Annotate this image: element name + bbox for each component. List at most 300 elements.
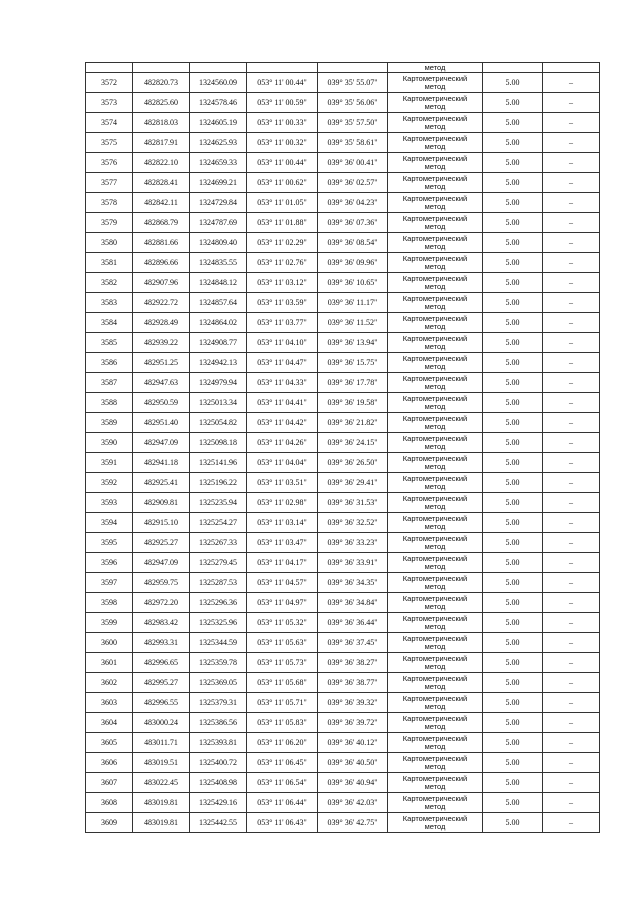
cell-x-coordinate: 482881.66 [133,233,190,253]
cell-point-number: 3605 [86,733,133,753]
method-line-2: метод [424,221,446,231]
cell-longitude: 039° 35' 57.50" [318,113,388,133]
cell-method [388,373,483,393]
cell-method [388,713,483,733]
table-row-continuation [86,63,600,73]
cell-dash: – [543,113,600,133]
cell-accuracy: 5.00 [483,773,543,793]
method-line-2: метод [424,341,446,351]
cell-x-coordinate: 482993.31 [133,633,190,653]
cell-point-number: 3591 [86,453,133,473]
table-row [86,713,600,733]
table-row [86,773,600,793]
cell-y-coordinate: 1324908.77 [190,333,247,353]
cell-method [388,693,483,713]
cell-accuracy: 5.00 [483,733,543,753]
cell-method [388,193,483,213]
cell-empty [543,63,600,73]
cell-method [388,353,483,373]
cell-method [388,233,483,253]
cell-latitude: 053° 11' 00.33" [247,113,318,133]
table-row [86,173,600,193]
method-line-2: метод [424,761,446,771]
cell-y-coordinate: 1325235.94 [190,493,247,513]
cell-latitude: 053° 11' 03.12" [247,273,318,293]
cell-dash: – [543,813,600,833]
method-line-2: метод [424,381,446,391]
method-line-2: метод [424,361,446,371]
method-line-1: Картометрический [402,733,468,743]
cell-accuracy: 5.00 [483,253,543,273]
method-line-1: Картометрический [402,73,468,83]
cell-longitude: 039° 36' 42.03" [318,793,388,813]
cell-longitude: 039° 36' 02.57" [318,173,388,193]
table-row [86,813,600,833]
method-line-1: Картометрический [402,173,468,183]
cell-accuracy: 5.00 [483,133,543,153]
cell-latitude: 053° 11' 03.51" [247,473,318,493]
cell-method [388,333,483,353]
cell-point-number: 3587 [86,373,133,393]
cell-latitude: 053° 11' 04.26" [247,433,318,453]
cell-latitude: 053° 11' 04.33" [247,373,318,393]
method-line-1: Картометрический [402,533,468,543]
cell-y-coordinate: 1324578.46 [190,93,247,113]
method-line-1: Картометрический [402,613,468,623]
method-line-2: метод [424,681,446,691]
cell-longitude: 039° 35' 56.06" [318,93,388,113]
table-row [86,213,600,233]
cell-accuracy: 5.00 [483,373,543,393]
cell-x-coordinate: 482925.41 [133,473,190,493]
cell-latitude: 053° 11' 04.57" [247,573,318,593]
cell-accuracy: 5.00 [483,173,543,193]
method-line-1: Картометрический [402,373,468,383]
cell-latitude: 053° 11' 00.62" [247,173,318,193]
cell-latitude: 053° 11' 02.98" [247,493,318,513]
cell-method [388,253,483,273]
cell-dash: – [543,633,600,653]
cell-method [388,633,483,653]
table-row [86,533,600,553]
cell-dash: – [543,533,600,553]
cell-y-coordinate: 1325408.98 [190,773,247,793]
cell-x-coordinate: 482842.11 [133,193,190,213]
cell-y-coordinate: 1324729.84 [190,193,247,213]
cell-longitude: 039° 36' 11.52" [318,313,388,333]
cell-latitude: 053° 11' 02.29" [247,233,318,253]
table-row [86,153,600,173]
cell-longitude: 039° 36' 40.94" [318,773,388,793]
cell-y-coordinate: 1325359.78 [190,653,247,673]
cell-accuracy: 5.00 [483,593,543,613]
table-row [86,553,600,573]
cell-dash: – [543,553,600,573]
cell-dash: – [543,793,600,813]
cell-x-coordinate: 482983.42 [133,613,190,633]
method-line-1: Картометрический [402,513,468,523]
cell-longitude: 039° 36' 24.15" [318,433,388,453]
cell-longitude: 039° 36' 37.45" [318,633,388,653]
cell-method [388,813,483,833]
cell-longitude: 039° 36' 40.50" [318,753,388,773]
table-row [86,613,600,633]
table-body [86,63,600,833]
cell-y-coordinate: 1325267.33 [190,533,247,553]
cell-empty [247,63,318,73]
method-line-1: Картометрический [402,713,468,723]
method-line-2: метод [424,181,446,191]
cell-latitude: 053° 11' 04.17" [247,553,318,573]
cell-x-coordinate: 483022.45 [133,773,190,793]
cell-x-coordinate: 482996.65 [133,653,190,673]
cell-point-number: 3594 [86,513,133,533]
method-line-2: метод [424,581,446,591]
cell-x-coordinate: 482820.73 [133,73,190,93]
method-line-2: метод [424,421,446,431]
cell-method [388,433,483,453]
method-line-1: Картометрический [402,93,468,103]
cell-accuracy: 5.00 [483,393,543,413]
cell-longitude: 039° 36' 29.41" [318,473,388,493]
method-line-2: метод [424,641,446,651]
cell-accuracy: 5.00 [483,693,543,713]
cell-x-coordinate: 482950.59 [133,393,190,413]
method-line-1: Картометрический [402,773,468,783]
table-row [86,413,600,433]
cell-latitude: 053° 11' 04.41" [247,393,318,413]
cell-point-number: 3579 [86,213,133,233]
cell-accuracy: 5.00 [483,93,543,113]
cell-point-number: 3582 [86,273,133,293]
cell-latitude: 053° 11' 01.88" [247,213,318,233]
method-line-1: Картометрический [402,233,468,243]
cell-latitude: 053° 11' 04.10" [247,333,318,353]
method-line-2: метод [424,161,446,171]
cell-point-number: 3599 [86,613,133,633]
cell-dash: – [543,373,600,393]
cell-accuracy: 5.00 [483,653,543,673]
table-row [86,753,600,773]
cell-latitude: 053° 11' 04.97" [247,593,318,613]
cell-latitude: 053° 11' 04.47" [247,353,318,373]
cell-point-number: 3590 [86,433,133,453]
cell-empty [318,63,388,73]
cell-x-coordinate: 482928.49 [133,313,190,333]
cell-dash: – [543,653,600,673]
cell-point-number: 3596 [86,553,133,573]
method-line-2: метод [424,62,446,72]
method-line-1: Картометрический [402,653,468,663]
cell-point-number: 3585 [86,333,133,353]
method-line-2: метод [424,321,446,331]
cell-accuracy: 5.00 [483,433,543,453]
method-line-1: Картометрический [402,353,468,363]
cell-point-number: 3581 [86,253,133,273]
method-line-2: метод [424,141,446,151]
cell-dash: – [543,73,600,93]
cell-longitude: 039° 36' 36.44" [318,613,388,633]
cell-y-coordinate: 1324864.02 [190,313,247,333]
table-row [86,73,600,93]
cell-y-coordinate: 1324835.55 [190,253,247,273]
cell-x-coordinate: 482947.63 [133,373,190,393]
method-line-2: метод [424,121,446,131]
method-line-1: Картометрический [402,113,468,123]
cell-longitude: 039° 36' 08.54" [318,233,388,253]
cell-longitude: 039° 36' 32.52" [318,513,388,533]
cell-empty [190,63,247,73]
cell-x-coordinate: 482925.27 [133,533,190,553]
cell-longitude: 039° 36' 19.58" [318,393,388,413]
cell-accuracy: 5.00 [483,153,543,173]
method-line-2: метод [424,741,446,751]
cell-point-number: 3597 [86,573,133,593]
method-line-1: Картометрический [402,193,468,203]
cell-accuracy: 5.00 [483,213,543,233]
method-line-2: метод [424,621,446,631]
cell-dash: – [543,473,600,493]
cell-y-coordinate: 1325054.82 [190,413,247,433]
cell-y-coordinate: 1324659.33 [190,153,247,173]
table-row [86,373,600,393]
cell-method [388,673,483,693]
cell-latitude: 053° 11' 05.71" [247,693,318,713]
cell-method [388,173,483,193]
cell-x-coordinate: 482896.66 [133,253,190,273]
cell-x-coordinate: 482915.10 [133,513,190,533]
cell-dash: – [543,213,600,233]
cell-dash: – [543,673,600,693]
cell-latitude: 053° 11' 06.45" [247,753,318,773]
table-row [86,193,600,213]
cell-point-number: 3580 [86,233,133,253]
method-line-2: метод [424,241,446,251]
cell-x-coordinate: 482822.10 [133,153,190,173]
table-row [86,273,600,293]
method-line-2: метод [424,501,446,511]
method-line-1: Картометрический [402,333,468,343]
cell-y-coordinate: 1324560.09 [190,73,247,93]
method-line-1: Картометрический [402,473,468,483]
cell-longitude: 039° 36' 11.17" [318,293,388,313]
cell-longitude: 039° 36' 21.82" [318,413,388,433]
cell-method [388,613,483,633]
cell-accuracy: 5.00 [483,573,543,593]
method-line-2: метод [424,781,446,791]
cell-point-number: 3573 [86,93,133,113]
method-line-1: Картометрический [402,153,468,163]
cell-y-coordinate: 1324699.21 [190,173,247,193]
method-line-1: Картометрический [402,393,468,403]
cell-latitude: 053° 11' 00.32" [247,133,318,153]
cell-latitude: 053° 11' 03.14" [247,513,318,533]
cell-accuracy: 5.00 [483,113,543,133]
cell-method [388,793,483,813]
cell-method [388,493,483,513]
coordinates-table [85,62,600,833]
method-line-2: метод [424,401,446,411]
cell-point-number: 3576 [86,153,133,173]
cell-accuracy: 5.00 [483,753,543,773]
table-row [86,353,600,373]
table-row [86,293,600,313]
cell-dash: – [543,133,600,153]
cell-dash: – [543,453,600,473]
table-row [86,493,600,513]
cell-x-coordinate: 482941.18 [133,453,190,473]
method-line-1: Картометрический [402,213,468,223]
cell-accuracy: 5.00 [483,513,543,533]
cell-latitude: 053° 11' 04.42" [247,413,318,433]
method-line-2: метод [424,701,446,711]
cell-point-number: 3589 [86,413,133,433]
cell-latitude: 053° 11' 00.44" [247,73,318,93]
method-line-1: Картометрический [402,673,468,683]
cell-method [388,213,483,233]
cell-point-number: 3572 [86,73,133,93]
cell-point-number: 3588 [86,393,133,413]
cell-longitude: 039° 36' 15.75" [318,353,388,373]
cell-latitude: 053° 11' 04.04" [247,453,318,473]
cell-method [388,473,483,493]
cell-x-coordinate: 482972.20 [133,593,190,613]
cell-method [388,553,483,573]
cell-y-coordinate: 1325296.36 [190,593,247,613]
cell-method [388,313,483,333]
cell-y-coordinate: 1324787.69 [190,213,247,233]
cell-point-number: 3577 [86,173,133,193]
table-row [86,233,600,253]
table-row [86,473,600,493]
method-line-2: метод [424,541,446,551]
cell-accuracy: 5.00 [483,473,543,493]
cell-accuracy: 5.00 [483,493,543,513]
table-row [86,593,600,613]
cell-longitude: 039° 36' 38.27" [318,653,388,673]
cell-x-coordinate: 482959.75 [133,573,190,593]
cell-accuracy: 5.00 [483,313,543,333]
cell-point-number: 3586 [86,353,133,373]
cell-y-coordinate: 1325254.27 [190,513,247,533]
cell-dash: – [543,353,600,373]
cell-accuracy: 5.00 [483,453,543,473]
method-line-2: метод [424,521,446,531]
method-line-2: метод [424,481,446,491]
cell-y-coordinate: 1325393.81 [190,733,247,753]
table-row [86,453,600,473]
method-line-1: Картометрический [402,493,468,503]
cell-dash: – [543,253,600,273]
cell-point-number: 3595 [86,533,133,553]
cell-method [388,533,483,553]
cell-x-coordinate: 483011.71 [133,733,190,753]
cell-x-coordinate: 482947.09 [133,553,190,573]
cell-dash: – [543,273,600,293]
cell-method [388,153,483,173]
method-line-2: метод [424,661,446,671]
cell-point-number: 3592 [86,473,133,493]
cell-x-coordinate: 482828.41 [133,173,190,193]
table-row [86,253,600,273]
cell-longitude: 039° 36' 07.36" [318,213,388,233]
cell-latitude: 053° 11' 05.68" [247,673,318,693]
cell-empty [483,63,543,73]
cell-method [388,73,483,93]
cell-method [388,133,483,153]
cell-dash: – [543,233,600,253]
cell-latitude: 053° 11' 06.54" [247,773,318,793]
cell-y-coordinate: 1325325.96 [190,613,247,633]
cell-method [388,773,483,793]
cell-latitude: 053° 11' 03.77" [247,313,318,333]
method-line-2: метод [424,201,446,211]
table-row [86,573,600,593]
cell-x-coordinate: 483000.24 [133,713,190,733]
cell-latitude: 053° 11' 06.20" [247,733,318,753]
cell-y-coordinate: 1324625.93 [190,133,247,153]
cell-latitude: 053° 11' 05.83" [247,713,318,733]
cell-point-number: 3575 [86,133,133,153]
cell-longitude: 039° 36' 04.23" [318,193,388,213]
method-line-1: Картометрический [402,813,468,823]
table-row [86,693,600,713]
cell-dash: – [543,493,600,513]
cell-dash: – [543,593,600,613]
cell-dash: – [543,573,600,593]
cell-x-coordinate: 482995.27 [133,673,190,693]
method-line-1: Картометрический [402,273,468,283]
cell-empty [133,63,190,73]
table-row [86,513,600,533]
cell-x-coordinate: 482817.91 [133,133,190,153]
cell-latitude: 053° 11' 02.76" [247,253,318,273]
cell-y-coordinate: 1325400.72 [190,753,247,773]
cell-dash: – [543,293,600,313]
cell-longitude: 039° 36' 42.75" [318,813,388,833]
cell-dash: – [543,413,600,433]
cell-point-number: 3574 [86,113,133,133]
cell-longitude: 039° 35' 58.61" [318,133,388,153]
cell-longitude: 039° 36' 38.77" [318,673,388,693]
cell-method [388,293,483,313]
cell-x-coordinate: 482951.40 [133,413,190,433]
cell-y-coordinate: 1325369.05 [190,673,247,693]
table-row [86,653,600,673]
cell-y-coordinate: 1325429.16 [190,793,247,813]
cell-accuracy: 5.00 [483,533,543,553]
cell-accuracy: 5.00 [483,813,543,833]
cell-y-coordinate: 1324942.13 [190,353,247,373]
cell-point-number: 3602 [86,673,133,693]
cell-longitude: 039° 36' 10.65" [318,273,388,293]
table-row [86,113,600,133]
cell-point-number: 3608 [86,793,133,813]
cell-accuracy: 5.00 [483,633,543,653]
cell-x-coordinate: 483019.81 [133,793,190,813]
cell-y-coordinate: 1325279.45 [190,553,247,573]
method-line-1: Картометрический [402,753,468,763]
method-line-1: Картометрический [402,453,468,463]
method-line-2: метод [424,101,446,111]
table-row [86,93,600,113]
cell-method [388,113,483,133]
cell-dash: – [543,713,600,733]
cell-x-coordinate: 482947.09 [133,433,190,453]
method-line-2: метод [424,261,446,271]
cell-x-coordinate: 482996.55 [133,693,190,713]
cell-latitude: 053° 11' 05.73" [247,653,318,673]
